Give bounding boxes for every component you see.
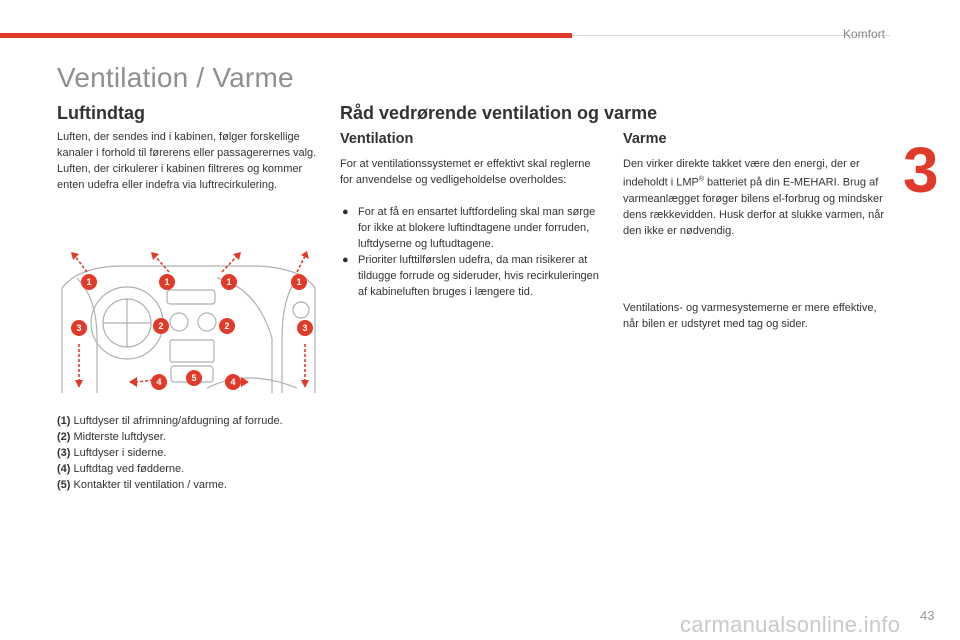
chapter-number: 3 <box>903 134 939 206</box>
varme-paragraph-2: Ventilations- og varmesystemerne er mere effektive, når bilen er udstyret med tag og sider. <box>623 302 877 330</box>
figure-marker-1c: 1 <box>226 277 232 287</box>
legend-item: (1) Luftdyser til afrimning/afdugning af forrude. <box>57 415 283 427</box>
ventilation-intro: For at ventilationssystemet er effektivt skal reglerne for anvendelse og vedligeholdelse overholdes: <box>340 158 591 186</box>
figure-marker-1a: 1 <box>86 277 92 287</box>
dashboard-ventilation-figure <box>57 248 319 398</box>
figure-marker-4a: 4 <box>156 377 162 387</box>
bullet-icon: ● <box>342 206 349 218</box>
header-red-bar <box>0 33 572 38</box>
page-title: Ventilation / Varme <box>57 62 294 93</box>
page-number: 43 <box>920 608 935 623</box>
list-item: ● For at få en ensartet luftfordeling skal man sørge for ikke at blokere luftindtagene under forruden, luftdyserne og luftudtagene. <box>342 206 596 250</box>
figure-marker-3a: 3 <box>76 323 82 333</box>
legend-item: (4) Luftdtag ved fødderne. <box>57 463 185 475</box>
figure-marker-5: 5 <box>191 373 197 383</box>
bullet-icon: ● <box>342 254 349 266</box>
varme-heading: Varme <box>623 131 667 147</box>
luftindtag-text: Luften, der sendes ind i kabinen, følger forskellige kanaler i forhold til førerens eller passagerernes valg. Luften, der cirkulerer i kabinen filtreres og kommer enten udefra eller indefra via luftrecirkulering. <box>57 131 317 191</box>
figure-marker-2b: 2 <box>224 321 230 331</box>
figure-marker-1b: 1 <box>164 277 170 287</box>
figure-marker-1d: 1 <box>296 277 302 287</box>
watermark: carmanualsonline.info <box>680 612 901 637</box>
legend-item: (2) Midterste luftdyser. <box>57 431 166 443</box>
ventilation-heading: Ventilation <box>340 131 414 147</box>
figure-marker-3b: 3 <box>302 323 308 333</box>
figure-marker-4b: 4 <box>230 377 236 387</box>
varme-paragraph-1: Den virker direkte takket være den energi, der er indeholdt i LMP® batteriet på din E-MEHARI. Brug af varmeanlægget forøger bilens el-forbrug og mindsker dens rækkevidden. Husk derfor at slukke varmen, når den ikke er nødvendig. <box>623 158 885 237</box>
ventilation-bullets <box>340 204 605 300</box>
legend-item: (3) Luftdyser i siderne. <box>57 447 167 459</box>
figure-legend <box>57 413 327 493</box>
section-label: Komfort <box>842 27 885 41</box>
raad-heading: Råd vedrørende ventilation og varme <box>340 103 658 123</box>
figure-marker-2a: 2 <box>158 321 164 331</box>
luftindtag-heading: Luftindtag <box>57 103 145 123</box>
legend-item: (5) Kontakter til ventilation / varme. <box>57 479 227 491</box>
list-item: ● Prioriter lufttilførslen udefra, da man risikerer at tildugge forrude og sideruder, hvis recirkuleringen af kabineluften bruges i længere tid. <box>342 254 599 298</box>
